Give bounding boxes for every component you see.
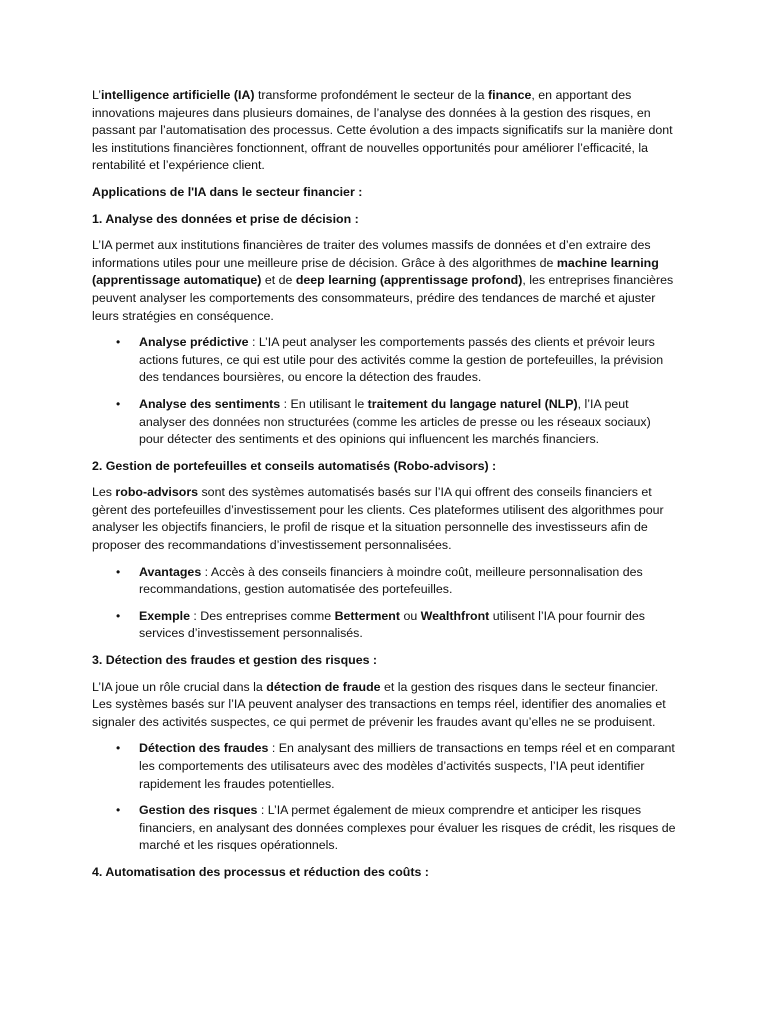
bullet-icon: •: [116, 741, 121, 756]
bullet-icon: •: [116, 803, 121, 818]
list-item: [92, 396, 676, 449]
item-bold: Exemple: [139, 608, 190, 623]
bullet-list: [92, 564, 676, 643]
list-item: [92, 740, 676, 793]
list-item: [92, 802, 676, 855]
bullet-list: [92, 740, 676, 855]
item-bold: Wealthfront: [420, 608, 490, 623]
item-text: utilisent l’IA pour fournir des services d’investissement personnalisés.: [139, 608, 645, 641]
list-item: [92, 608, 676, 643]
list-item: [92, 334, 676, 387]
paragraph-text: et de: [261, 273, 296, 288]
item-text: : L’IA peut analyser les comportements passés des clients et prévoir leurs actions futures, ce qui est utile pour des activités comme la gestion de portefeuilles, la prévision des tendances boursières, ou encore la détection des fraudes.: [139, 335, 664, 385]
section-heading: 1. Analyse des données et prise de décision :: [92, 211, 359, 226]
paragraph-text: et la gestion des risques dans le secteur financier. Les systèmes basés sur l’IA peuvent analyser des transactions en temps réel, identifier des anomalies et signaler des activités suspectes, ce qui permet de prévenir les fraudes avant qu’elles ne se produisent.: [92, 679, 666, 729]
item-text: : Des entreprises comme: [189, 608, 335, 623]
paragraph-text: L’IA permet aux institutions financières de traiter des volumes massifs de données et d’en extraire des informations utiles pour une meilleure prise de décision. Grâce à des algorithmes de: [92, 238, 651, 270]
list-item: [92, 564, 676, 599]
item-bold: Avantages: [139, 564, 202, 579]
section-paragraph: [92, 237, 676, 325]
item-text: , l’IA peut analyser des données non structurées (comme les articles de presse ou les réseaux sociaux) pour détecter des sentiments et des opinions qui influencent les marchés financiers.: [139, 396, 651, 447]
paragraph-text: , les entreprises financières peuvent analyser les comportements des consommateurs, prédire des tendances de marché et ajuster leurs stratégies en conséquence.: [92, 273, 674, 323]
item-bold: Gestion des risques: [139, 803, 258, 818]
item-text: : En utilisant le: [280, 396, 368, 411]
section-heading: 2. Gestion de portefeuilles et conseils automatisés (Robo-advisors) :: [92, 458, 497, 473]
bullet-icon: •: [116, 608, 121, 623]
item-bold: Betterment: [334, 608, 400, 623]
item-text: : L’IA permet également de mieux comprendre et anticiper les risques financiers, en analysant des données complexes pour évaluer les risques de crédit, les risques de marché et les risques opérationnels.: [139, 803, 676, 853]
paragraph-bold: machine learning (apprentissage automatique): [92, 255, 659, 288]
bullet-icon: •: [116, 564, 121, 579]
intro-text: transforme profondément le secteur de la: [254, 88, 488, 102]
item-text: ou: [400, 608, 421, 623]
main-heading: Applications de l'IA dans le secteur financier :: [92, 184, 363, 199]
paragraph-text: Les: [92, 485, 116, 500]
paragraph-bold: détection de fraude: [266, 679, 381, 694]
section-heading: 3. Détection des fraudes et gestion des risques :: [92, 653, 378, 668]
intro-text: , en apportant des innovations majeures dans plusieurs domaines, de l’analyse des données à la gestion des risques, en passant par l’automatisation des processus. Cette évolution a des impacts significatifs sur la manière dont les institutions financières fonctionnent, offrant de nouvelles opportunités pour améliorer l’efficacité, la rentabilité et l’expérience client.: [92, 88, 673, 173]
bullet-list: [92, 334, 676, 449]
paragraph-bold: robo-advisors: [115, 485, 199, 500]
intro-text: L’: [92, 88, 101, 102]
paragraph-text: L’IA joue un rôle crucial dans la: [92, 679, 267, 694]
paragraph-bold: deep learning (apprentissage profond): [295, 273, 523, 288]
bullet-icon: •: [116, 335, 121, 350]
intro-bold: finance: [488, 88, 532, 102]
section-paragraph: [92, 679, 676, 732]
item-bold: traitement du langage naturel (NLP): [367, 396, 578, 411]
intro-paragraph: [92, 87, 676, 175]
section-paragraph: [92, 484, 676, 554]
item-bold: Analyse des sentiments: [139, 396, 281, 411]
item-bold: Détection des fraudes: [139, 741, 269, 756]
item-bold: Analyse prédictive: [139, 335, 249, 350]
section-heading: 4. Automatisation des processus et réduction des coûts :: [92, 864, 429, 879]
paragraph-text: sont des systèmes automatisés basés sur l’IA qui offrent des conseils financiers et gèrent des portefeuilles d’investissement pour les clients. Ces plateformes utilisent des algorithmes pour analyser les objectifs financiers, le profil de risque et la situation personnelle des investisseurs afin de proposer des recommandations d’investissement personnalisées.: [92, 485, 664, 553]
intro-bold: intelligence artificielle (IA): [100, 88, 255, 102]
item-text: : En analysant des milliers de transactions en temps réel et en comparant les comportements des utilisateurs avec des modèles d’activités suspects, l’IA peut identifier rapidement les fraudes potentielles.: [139, 741, 675, 791]
bullet-icon: •: [116, 396, 121, 411]
item-text: : Accès à des conseils financiers à moindre coût, meilleure personnalisation des recommandations, gestion automatisée des portefeuilles.: [139, 564, 643, 597]
